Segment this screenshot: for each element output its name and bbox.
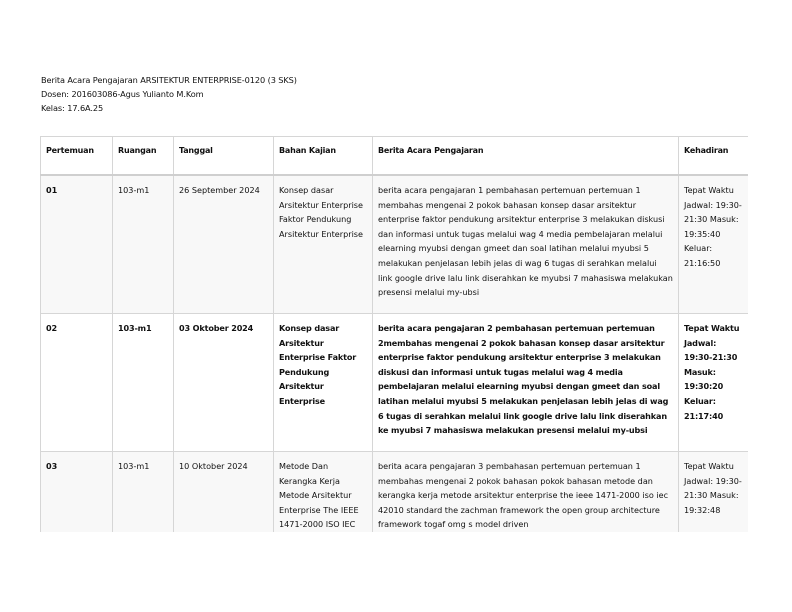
cell-pertemuan: 01: [41, 175, 113, 314]
cell-berita-acara: berita acara pengajaran 3 pembahasan pertemuan pertemuan 1 membahas mengenai 2 pokok bahasan pokok bahasan metode dan kerangka kerja metode arsitektur enterprise the ieee 1471-2000 iso iec 42010 standard the zachman framework the open group architecture framework togaf omg s model driven: [373, 452, 679, 533]
table-row: [41, 314, 749, 452]
course-title: Berita Acara Pengajaran ARSITEKTUR ENTERPRISE-0120 (3 SKS): [41, 75, 297, 85]
lecturer-line: Dosen: 201603086-Agus Yulianto M.Kom: [41, 89, 204, 99]
column-header-kehadiran: Kehadiran: [679, 137, 749, 176]
cell-tanggal: 10 Oktober 2024: [174, 452, 274, 533]
cell-bahan-kajian: Konsep dasar Arsitektur Enterprise Faktor Pendukung Arsitektur Enterprise: [274, 175, 373, 314]
class-line: Kelas: 17.6A.25: [41, 103, 104, 113]
cell-kehadiran: Tepat Waktu Jadwal: 19:30-21:30 Masuk: 19:35:40 Keluar: 21:16:50: [679, 175, 749, 314]
cell-ruangan: 103-m1: [113, 314, 174, 452]
cell-tanggal: 03 Oktober 2024: [174, 314, 274, 452]
cell-pertemuan: 02: [41, 314, 113, 452]
column-header-pertemuan: Pertemuan: [41, 137, 113, 176]
column-header-tanggal: Tanggal: [174, 137, 274, 176]
column-header-ruangan: Ruangan: [113, 137, 174, 176]
cell-kehadiran: Tepat Waktu Jadwal: 19:30-21:30 Masuk: 19:32:48: [679, 452, 749, 533]
table-header-row: [41, 137, 749, 176]
cell-bahan-kajian: Metode Dan Kerangka Kerja Metode Arsitektur Enterprise The IEEE 1471-2000 ISO IEC: [274, 452, 373, 533]
document-header: [41, 73, 297, 115]
cell-bahan-kajian: Konsep dasar Arsitektur Enterprise Faktor Pendukung Arsitektur Enterprise: [274, 314, 373, 452]
attendance-table: [40, 136, 748, 532]
cell-ruangan: 103-m1: [113, 452, 174, 533]
cell-ruangan: 103-m1: [113, 175, 174, 314]
table-row: [41, 452, 749, 533]
cell-pertemuan: 03: [41, 452, 113, 533]
column-header-berita-acara: Berita Acara Pengajaran: [373, 137, 679, 176]
cell-kehadiran: Tepat Waktu Jadwal: 19:30-21:30 Masuk: 19:30:20 Keluar: 21:17:40: [679, 314, 749, 452]
attendance-table-container: [40, 136, 748, 532]
cell-berita-acara: berita acara pengajaran 2 pembahasan pertemuan pertemuan 2membahas mengenai 2 pokok bahasan konsep dasar arsitektur enterprise faktor pendukung arsitektur enterprise 3 melakukan diskusi dan informasi untuk tugas melalui wag 4 media pembelajaran melalui elearning myubsi dengan gmeet dan soal latihan melalui myubsi 5 melakukan penjelasan lebih jelas di wag 6 tugas di serahkan melalui link google drive lalu link diserahkan ke myubsi 7 mahasiswa melakukan presensi melalui my-ubsi: [373, 314, 679, 452]
cell-berita-acara: berita acara pengajaran 1 pembahasan pertemuan pertemuan 1 membahas mengenai 2 pokok bahasan konsep dasar arsitektur enterprise faktor pendukung arsitektur enterprise 3 melakukan diskusi dan informasi untuk tugas melalui wag 4 media pembelajaran melalui elearning myubsi dengan gmeet dan soal latihan melalui myubsi 5 melakukan penjelasan lebih jelas di wag 6 tugas di serahkan melalui link google drive lalu link diserahkan ke myubsi 7 mahasiswa melakukan presensi melalui my-ubsi: [373, 175, 679, 314]
cell-tanggal: 26 September 2024: [174, 175, 274, 314]
table-row: [41, 175, 749, 314]
column-header-bahan-kajian: Bahan Kajian: [274, 137, 373, 176]
